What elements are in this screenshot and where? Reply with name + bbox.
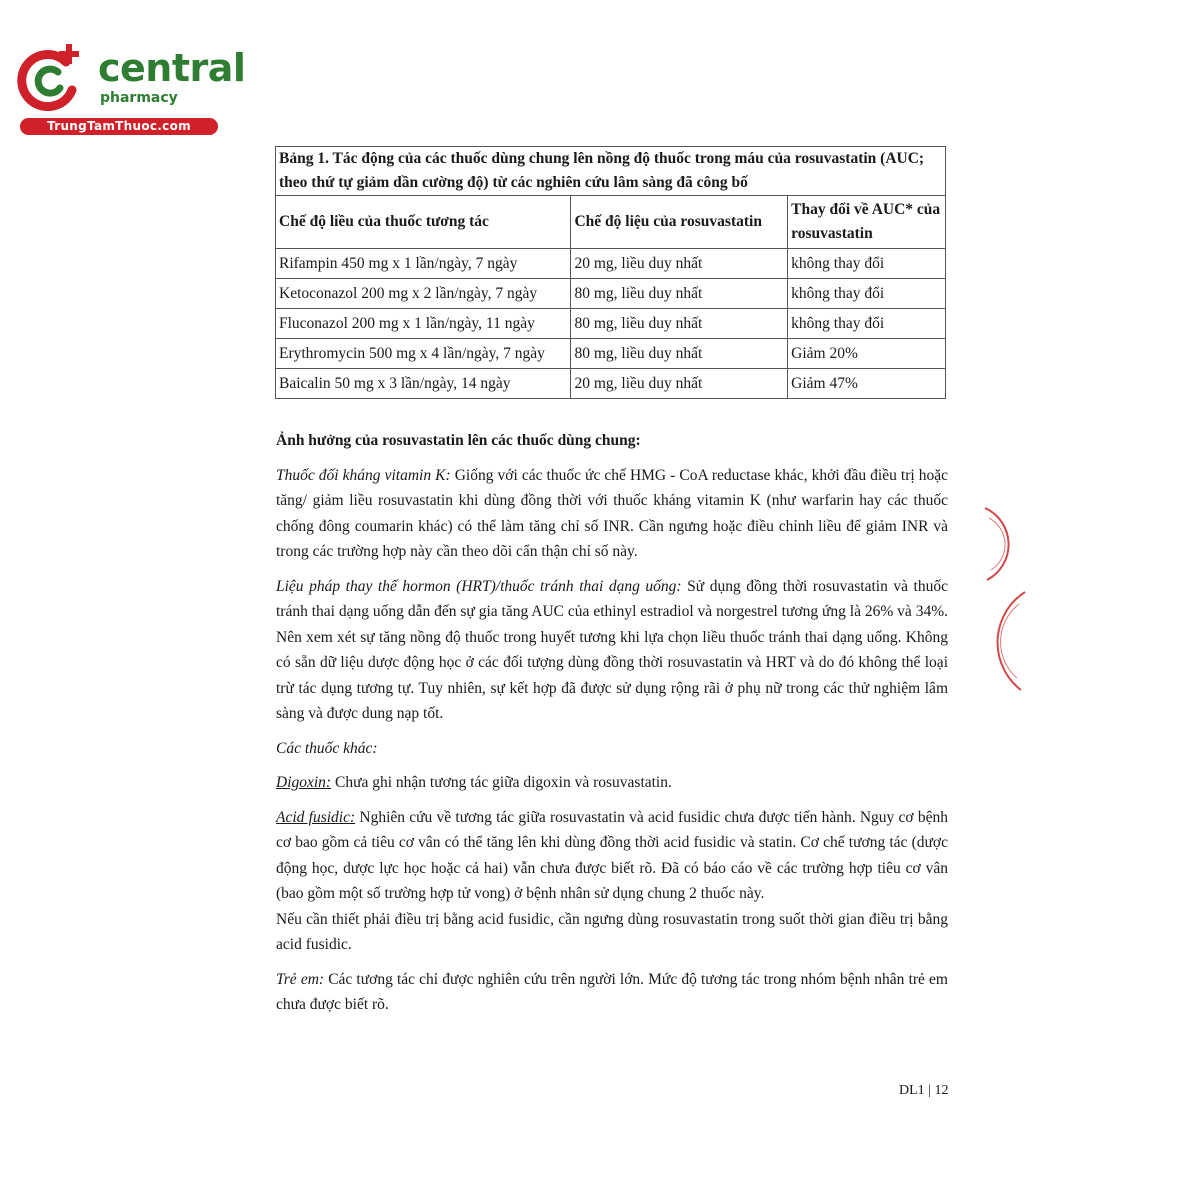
hrt-label: Liệu pháp thay thế hormon (HRT)/thuốc tránh thai dạng uống: <box>276 577 682 595</box>
paragraph-vitamin-k <box>276 463 948 565</box>
vitamin-k-text: Giống với các thuốc ức chế HMG - CoA reductase khác, khởi đầu điều trị hoặc tăng/ giảm liều rosuvastatin khi dùng đồng thời với thuốc kháng vitamin K (như warfarin hay các thuốc chống đông coumarin khác) có thể làm tăng chỉ số INR. Cần ngưng hoặc điều chỉnh liều để giảm INR và trong các trường hợp này cần theo dõi cẩn thận chỉ số này. <box>276 466 948 560</box>
cell-interacting-drug: Erythromycin 500 mg x 4 lần/ngày, 7 ngày <box>276 339 571 369</box>
cell-interacting-drug: Fluconazol 200 mg x 1 lần/ngày, 11 ngày <box>276 309 571 339</box>
table-row <box>276 279 946 309</box>
cell-rosuvastatin-dose: 20 mg, liều duy nhất <box>571 249 788 279</box>
cell-auc-change: không thay đổi <box>788 249 946 279</box>
page-number: DL1 | 12 <box>899 1083 949 1098</box>
table-row <box>276 369 946 399</box>
logo-wordmark: central <box>98 46 246 90</box>
paragraph-children <box>276 967 948 1018</box>
cell-auc-change: Giảm 47% <box>788 369 946 399</box>
logo-subtitle: pharmacy <box>100 90 178 106</box>
pharmacy-cross-icon <box>10 38 90 118</box>
header-interacting-drug: Chế độ liều của thuốc tương tác <box>276 196 571 249</box>
stamp-seal-icon <box>975 500 1035 700</box>
paragraph-fusidic <box>276 805 948 907</box>
cell-interacting-drug: Baicalin 50 mg x 3 lần/ngày, 14 ngày <box>276 369 571 399</box>
children-label: Trẻ em: <box>276 970 325 988</box>
header-auc-change: Thay đổi về AUC* của rosuvastatin <box>788 196 946 249</box>
section-heading: Ảnh hưởng của rosuvastatin lên các thuốc dùng chung: <box>276 432 641 449</box>
table-caption: Bảng 1. Tác động của các thuốc dùng chung lên nồng độ thuốc trong máu của rosuvastatin (AUC; theo thứ tự giảm dần cường độ) từ các nghiên cứu lâm sàng đã công bố <box>276 147 946 196</box>
vitamin-k-label: Thuốc đối kháng vitamin K: <box>276 466 451 484</box>
cell-auc-change: Giảm 20% <box>788 339 946 369</box>
fusidic-label: Acid fusidic: <box>276 808 356 826</box>
document-body <box>276 428 948 1027</box>
cell-rosuvastatin-dose: 80 mg, liều duy nhất <box>571 279 788 309</box>
children-text: Các tương tác chỉ được nghiên cứu trên người lớn. Mức độ tương tác trong nhóm bệnh nhân trẻ em chưa được biết rõ. <box>276 970 948 1013</box>
cell-rosuvastatin-dose: 80 mg, liều duy nhất <box>571 309 788 339</box>
fusidic-text: Nghiên cứu về tương tác giữa rosuvastatin và acid fusidic chưa được tiến hành. Nguy cơ bệnh cơ bao gồm cả tiêu cơ vân có thể tăng lên khi dùng đồng thời acid fusidic và statin. Cơ chế tương tác (dược động học, dược lực học hoặc cả hai) vẫn chưa được biết rõ. Đã có báo cáo về các trường hợp tiêu cơ vân (bao gồm một số trường hợp tử vong) ở bệnh nhân sử dụng chung 2 thuốc này. <box>276 808 948 902</box>
cell-interacting-drug: Rifampin 450 mg x 1 lần/ngày, 7 ngày <box>276 249 571 279</box>
digoxin-text: Chưa ghi nhận tương tác giữa digoxin và rosuvastatin. <box>331 774 672 791</box>
paragraph-fusidic-2: Nếu cần thiết phải điều trị bằng acid fusidic, cần ngưng dùng rosuvastatin trong suốt thời gian điều trị bằng acid fusidic. <box>276 910 948 953</box>
cell-rosuvastatin-dose: 20 mg, liều duy nhất <box>571 369 788 399</box>
interaction-table <box>275 146 946 399</box>
hrt-text: Sử dụng đồng thời rosuvastatin và thuốc tránh thai dạng uống dẫn đến sự gia tăng AUC của ethinyl estradiol và norgestrel tương ứng là 26% và 34%. Nên xem xét sự tăng nồng độ thuốc trong huyết tương khi lựa chọn liều thuốc tránh thai dạng uống. Không có sẵn dữ liệu dược động học ở các đối tượng dùng đồng thời rosuvastatin và HRT và do đó không thể loại trừ tác dụng tương tự. Tuy nhiên, sự kết hợp đã được sử dụng rộng rãi ở phụ nữ trong các thử nghiệm lâm sàng và được dung nạp tốt. <box>276 577 948 722</box>
cell-rosuvastatin-dose: 80 mg, liều duy nhất <box>571 339 788 369</box>
cell-auc-change: không thay đổi <box>788 279 946 309</box>
table-header-row <box>276 196 946 249</box>
paragraph-digoxin <box>276 770 948 796</box>
table-row <box>276 249 946 279</box>
other-drugs-label: Các thuốc khác: <box>276 739 378 757</box>
logo-website-band: TrungTamThuoc.com <box>20 118 218 135</box>
cell-interacting-drug: Ketoconazol 200 mg x 2 lần/ngày, 7 ngày <box>276 279 571 309</box>
digoxin-label: Digoxin: <box>276 774 332 791</box>
paragraph-hrt <box>276 574 948 727</box>
central-pharmacy-logo <box>10 38 246 138</box>
table-row <box>276 339 946 369</box>
header-rosuvastatin-dose: Chế độ liệu của rosuvastatin <box>571 196 788 249</box>
table-row <box>276 309 946 339</box>
cell-auc-change: không thay đổi <box>788 309 946 339</box>
